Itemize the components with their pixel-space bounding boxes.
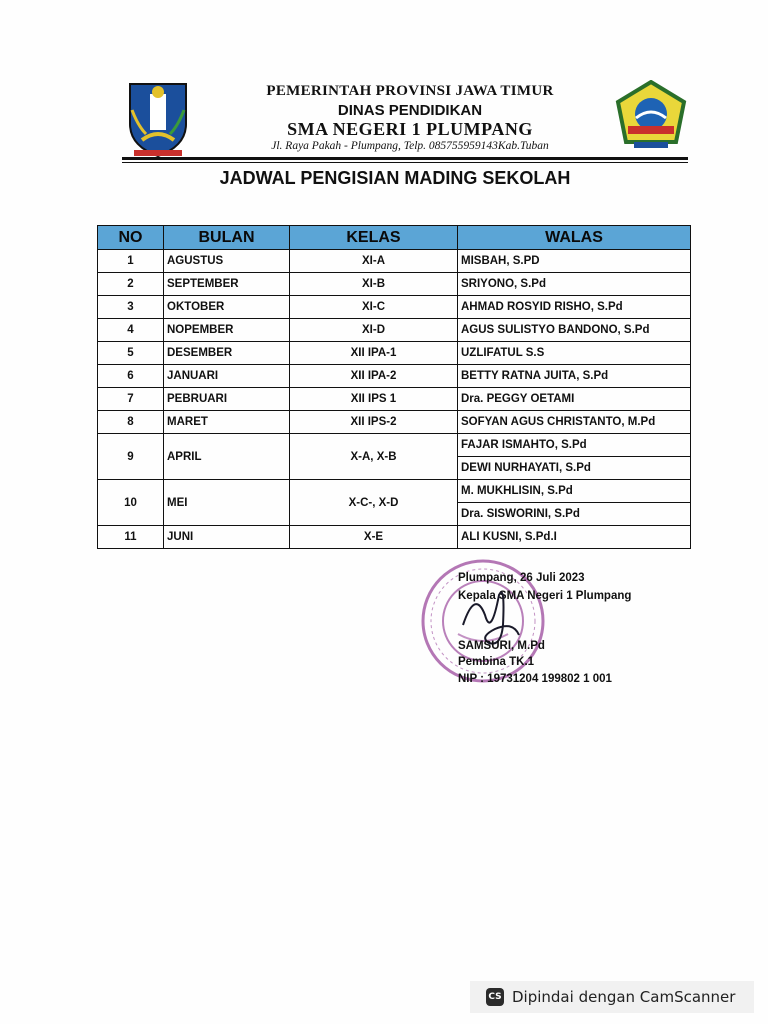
table-row [98,434,691,457]
camscanner-icon: CS [486,988,504,1006]
table-row [98,388,691,411]
jawa-timur-emblem-icon [124,80,192,158]
cell-walas: FAJAR ISMAHTO, S.Pd [458,434,691,457]
school-logo-icon [614,80,688,152]
cell-no: 7 [98,388,164,411]
table-row [98,250,691,273]
cell-walas: M. MUKHLISIN, S.Pd [458,480,691,503]
letterhead-divider-thin [122,162,688,163]
cell-no: 8 [98,411,164,434]
letterhead-divider [122,157,688,160]
cell-bulan: NOPEMBER [164,319,290,342]
cell-kelas: XI-A [290,250,458,273]
cell-walas: Dra. SISWORINI, S.Pd [458,503,691,526]
cell-walas: BETTY RATNA JUITA, S.Pd [458,365,691,388]
cell-no: 11 [98,526,164,549]
cell-bulan: JUNI [164,526,290,549]
cell-kelas: XI-B [290,273,458,296]
table-header-row [98,226,691,250]
cell-walas: DEWI NURHAYATI, S.Pd [458,457,691,480]
cell-bulan: PEBRUARI [164,388,290,411]
cell-no: 9 [98,434,164,480]
table-row [98,411,691,434]
cell-walas: Dra. PEGGY OETAMI [458,388,691,411]
signature-rank: Pembina TK.1 [458,656,535,668]
signature-place-date: Plumpang, 26 Juli 2023 [458,572,585,584]
cell-kelas: XII IPA-2 [290,365,458,388]
header-walas: WALAS [458,226,691,250]
cell-bulan: DESEMBER [164,342,290,365]
table-row [98,319,691,342]
camscanner-watermark [470,981,754,1013]
cell-walas: MISBAH, S.PD [458,250,691,273]
cell-bulan: AGUSTUS [164,250,290,273]
cell-bulan: OKTOBER [164,296,290,319]
table-row [98,526,691,549]
cell-walas: AHMAD ROSYID RISHO, S.Pd [458,296,691,319]
cell-walas: UZLIFATUL S.S [458,342,691,365]
table-row [98,342,691,365]
cell-walas: AGUS SULISTYO BANDONO, S.Pd [458,319,691,342]
cell-kelas: X-A, X-B [290,434,458,480]
header-kelas: KELAS [290,226,458,250]
cell-no: 1 [98,250,164,273]
cell-no: 4 [98,319,164,342]
cell-kelas: X-E [290,526,458,549]
cell-kelas: XI-C [290,296,458,319]
letterhead-department: DINAS PENDIDIKAN [337,102,483,119]
table-row [98,365,691,388]
table-row [98,273,691,296]
signature-name: SAMSURI, M.Pd [458,640,545,652]
cell-walas: ALI KUSNI, S.Pd.I [458,526,691,549]
signature-nip: NIP : 19731204 199802 1 001 [458,673,612,685]
cell-kelas: X-C-, X-D [290,480,458,526]
cell-kelas: XI-D [290,319,458,342]
cell-no: 3 [98,296,164,319]
document-title: JADWAL PENGISIAN MADING SEKOLAH [219,168,571,188]
cell-bulan: SEPTEMBER [164,273,290,296]
table-row [98,480,691,503]
schedule-table [97,225,691,549]
letterhead-school-name: SMA NEGERI 1 PLUMPANG [287,119,533,139]
cell-kelas: XII IPS-2 [290,411,458,434]
cell-bulan: APRIL [164,434,290,480]
cell-bulan: MARET [164,411,290,434]
cell-no: 5 [98,342,164,365]
signature-position: Kepala SMA Negeri 1 Plumpang [458,590,632,602]
letterhead-address: Jl. Raya Pakah - Plumpang, Telp. 085755959143Kab.Tuban [271,140,549,152]
cell-bulan: MEI [164,480,290,526]
header-bulan: BULAN [164,226,290,250]
cell-walas: SOFYAN AGUS CHRISTANTO, M.Pd [458,411,691,434]
cell-bulan: JANUARI [164,365,290,388]
header-no: NO [98,226,164,250]
table-row [98,296,691,319]
cell-no: 2 [98,273,164,296]
cell-kelas: XII IPA-1 [290,342,458,365]
cell-kelas: XII IPS 1 [290,388,458,411]
camscanner-text: Dipindai dengan CamScanner [512,988,736,1006]
cell-walas: SRIYONO, S.Pd [458,273,691,296]
letterhead-government: PEMERINTAH PROVINSI JAWA TIMUR [266,83,554,99]
cell-no: 10 [98,480,164,526]
cell-no: 6 [98,365,164,388]
